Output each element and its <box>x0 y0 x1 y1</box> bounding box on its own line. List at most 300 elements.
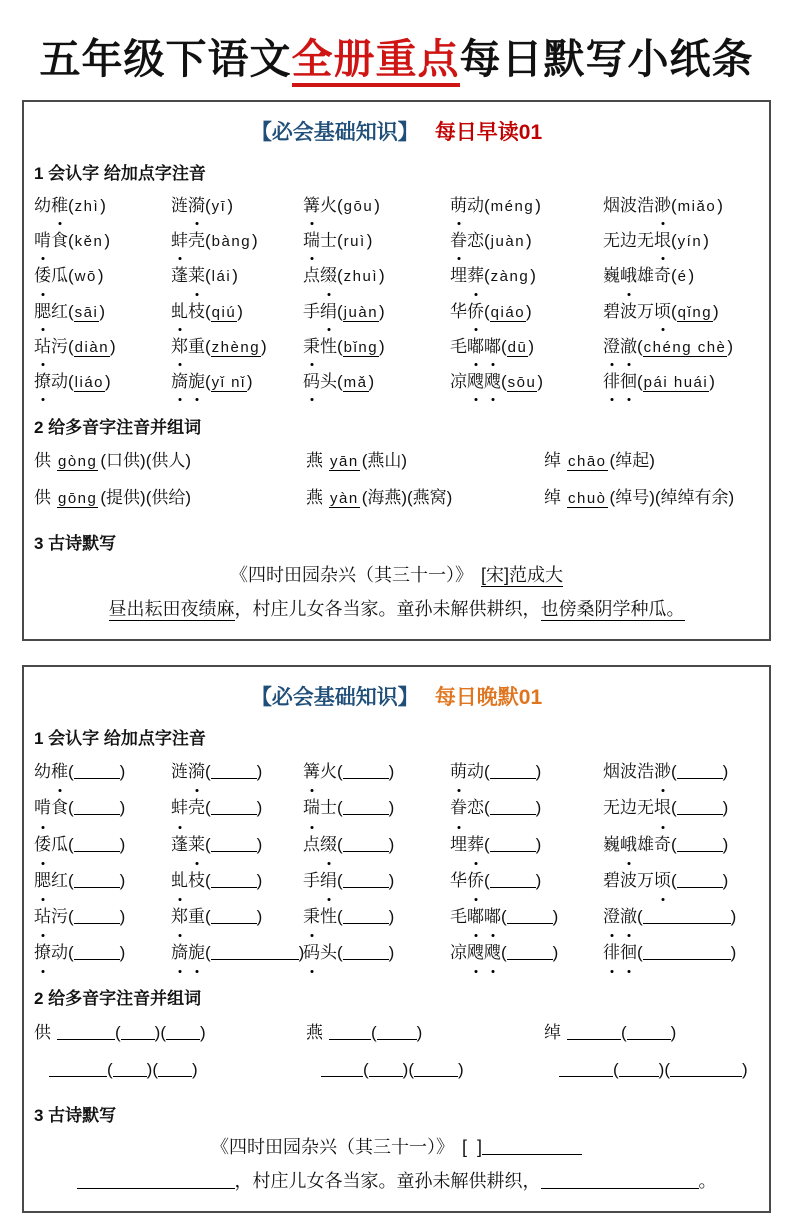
multi-row-cell: ( )( ) <box>544 1051 761 1088</box>
multi-char: 供 <box>34 487 51 507</box>
word-text <box>171 907 205 926</box>
word-item: 毛嘟嘟(dū) <box>450 330 603 365</box>
pinyin-annotation: méng <box>490 198 535 215</box>
word-char: 红 <box>51 301 68 321</box>
word-char: 萌 <box>450 754 467 790</box>
poem-verse-segment: ，村庄儿女各当家。童孙未解供耕织， <box>234 599 541 620</box>
word-char: 玷 <box>34 899 51 935</box>
poem-verse-segment: 昼出耘田夜绩麻 <box>108 599 235 620</box>
word-text <box>171 372 205 391</box>
word-char: 重 <box>188 907 205 927</box>
word-text <box>34 337 68 356</box>
word-char: 埋 <box>450 834 467 854</box>
pinyin-annotation: dū <box>507 338 528 356</box>
multi-word-blank <box>670 1063 742 1077</box>
pinyin-annotation: sāi <box>74 303 99 321</box>
pinyin-blank <box>211 838 257 852</box>
word-text <box>450 943 501 962</box>
section-header-category: 【必会基础知识】 <box>250 686 419 710</box>
pinyin-blank <box>74 910 120 924</box>
multi-word: (供人) <box>145 451 192 471</box>
poem-title-line <box>32 559 761 592</box>
word-char: 旖 <box>171 365 188 399</box>
word-item: 碧波万顷(qǐng) <box>603 295 761 330</box>
word-char: 华 <box>450 870 467 890</box>
pinyin-blank <box>490 874 536 888</box>
word-text <box>450 835 484 854</box>
pinyin-blank <box>211 946 299 960</box>
word-char: 凉 <box>450 372 467 392</box>
multi-pinyin: chuò <box>568 489 607 507</box>
pinyin-annotation: yín <box>677 233 703 251</box>
pinyin-blank <box>490 838 536 852</box>
word-item: 凉飕飕(sōu) <box>450 365 603 400</box>
word-char: 虬 <box>171 295 188 329</box>
sections-container <box>0 100 793 1213</box>
word-text <box>450 372 501 391</box>
word-text <box>34 943 68 962</box>
poem-title-text: 《四时田园杂兴（其三十一）》 <box>210 1137 454 1158</box>
word-item: 撩动(liáo) <box>34 365 171 400</box>
word-char: 嘟 <box>484 899 501 935</box>
word-text <box>171 266 205 285</box>
word-char: 腮 <box>34 295 51 329</box>
word-item: 旖旎( ) <box>171 935 303 971</box>
word-text <box>34 302 68 321</box>
multi-row-cell: ( )( ) <box>306 1051 544 1088</box>
word-text <box>603 835 671 854</box>
word-char: 澈 <box>620 899 637 935</box>
word-item: 埋葬( ) <box>450 827 603 863</box>
word-char: 旎 <box>188 365 205 399</box>
word-char: 士 <box>320 798 337 818</box>
word-text <box>303 266 337 285</box>
word-item: 旖旎(yǐ nǐ) <box>171 365 303 400</box>
word-char: 瑞 <box>303 224 320 258</box>
word-char: 稚 <box>51 754 68 790</box>
word-item: 巍峨雄奇(é) <box>603 259 761 294</box>
word-char: 动 <box>51 943 68 963</box>
pinyin-annotation: zàng <box>490 268 530 286</box>
pinyin-annotation: qǐng <box>677 303 713 321</box>
pinyin-blank <box>74 801 120 815</box>
word-char: 顷 <box>654 295 671 329</box>
word-char: 毛 <box>450 336 467 356</box>
pinyin-annotation: bǐng <box>343 338 379 356</box>
multi-word-blank <box>158 1063 192 1077</box>
word-char: 无 <box>603 231 620 251</box>
word-char: 徊 <box>620 935 637 971</box>
pinyin-annotation: juàn <box>343 303 379 321</box>
part1-label: 1 会认字 给加点字注音 <box>34 164 206 183</box>
word-char: 性 <box>320 336 337 356</box>
word-item: 手绢(juàn) <box>303 295 450 330</box>
word-text <box>34 231 68 250</box>
word-item: 郑重(zhèng) <box>171 330 303 365</box>
word-char: 嘟 <box>467 899 484 935</box>
word-char: 火 <box>320 196 337 215</box>
word-char: 头 <box>320 372 337 392</box>
word-item: 啃食( ) <box>34 790 171 826</box>
word-text <box>603 302 671 321</box>
word-item: 啃食(kěn) <box>34 224 171 259</box>
pinyin-annotation: yǐ nǐ <box>211 374 246 392</box>
word-char: 飕 <box>484 935 501 971</box>
word-item: 幼稚( ) <box>34 754 171 790</box>
word-item: 凉飕飕( ) <box>450 935 603 971</box>
worksheet-section <box>22 100 771 641</box>
word-char: 浩 <box>637 196 654 215</box>
word-text <box>450 302 484 321</box>
word-text <box>303 835 337 854</box>
multi-char: 燕 <box>306 451 323 471</box>
word-text <box>171 871 205 890</box>
word-text <box>603 943 637 962</box>
word-char: 浩 <box>637 762 654 782</box>
word-char: 奇 <box>654 266 671 286</box>
word-char: 动 <box>467 196 484 215</box>
word-char: 峨 <box>620 827 637 863</box>
word-item: 秉性(bǐng) <box>303 330 450 365</box>
word-char: 嘟 <box>467 330 484 364</box>
word-text <box>303 943 337 962</box>
word-item: 毛嘟嘟( ) <box>450 899 603 935</box>
part2-label: 2 给多音字注音并组词 <box>34 418 202 438</box>
word-text <box>171 231 205 250</box>
word-char: 枝 <box>188 870 205 890</box>
word-char: 啃 <box>34 224 51 258</box>
word-item: 倭瓜(wō) <box>34 259 171 294</box>
word-char: 澄 <box>603 330 620 364</box>
word-text <box>603 231 671 250</box>
word-char: 红 <box>51 870 68 890</box>
multi-word: (绰号) <box>609 487 655 507</box>
multi-row-cell: 燕 ( ) <box>306 1023 423 1043</box>
word-item: 玷污( ) <box>34 899 171 935</box>
word-char: 波 <box>620 301 637 321</box>
word-item: 眷恋( ) <box>450 790 603 826</box>
multi-pinyin-blank <box>321 1063 363 1077</box>
multi-word-blank <box>369 1063 403 1077</box>
pinyin-annotation: lái <box>211 268 232 286</box>
word-char: 火 <box>320 762 337 782</box>
word-char: 点 <box>303 834 320 854</box>
multi-row-cell <box>544 443 761 480</box>
section-header-category: 【必会基础知识】 <box>250 121 419 144</box>
pinyin-annotation: liáo <box>74 374 105 392</box>
word-item: 虬枝(qiú) <box>171 295 303 330</box>
word-item: 倭瓜( ) <box>34 827 171 863</box>
page-title <box>10 26 783 85</box>
word-text <box>171 196 205 215</box>
word-char: 郑 <box>171 899 188 935</box>
word-item: 虬枝( ) <box>171 863 303 899</box>
multi-pinyin: gòng <box>58 453 98 471</box>
word-char: 腮 <box>34 863 51 899</box>
word-char: 奇 <box>654 834 671 854</box>
word-char: 碧 <box>603 301 620 321</box>
word-item: 华侨(qiáo) <box>450 295 603 330</box>
multi-word-blank <box>113 1063 147 1077</box>
word-item: 码头( ) <box>303 935 450 971</box>
part1-label: 1 会认字 给加点字注音 <box>34 729 206 749</box>
word-text <box>171 337 205 356</box>
multi-word: (口供) <box>100 451 146 471</box>
pinyin-blank <box>343 765 389 779</box>
word-char: 飕 <box>484 365 501 399</box>
multi-char: 供 <box>34 451 51 471</box>
word-char: 莱 <box>188 827 205 863</box>
word-text <box>34 372 68 391</box>
worksheet-section <box>22 665 771 1213</box>
poem-verse-segment: 也傍桑阴学种瓜。 <box>540 599 685 620</box>
pinyin-annotation: yī <box>211 198 227 215</box>
pinyin-annotation: ruì <box>343 233 366 251</box>
multi-word: (绰绰有余) <box>654 487 735 507</box>
word-text <box>171 943 205 962</box>
word-char: 眷 <box>450 790 467 826</box>
word-char: 无 <box>603 798 620 818</box>
word-item: 埋葬(zàng) <box>450 259 603 294</box>
word-char: 眷 <box>450 224 467 258</box>
word-char: 无 <box>637 798 654 818</box>
poem-block <box>32 1131 761 1199</box>
word-char: 蓬 <box>171 266 188 286</box>
poem-verse-segment: ，村庄儿女各当家。童孙未解供耕织， <box>234 1171 541 1192</box>
word-item: 烟波浩渺( ) <box>603 754 761 790</box>
word-item: 腮红(sāi) <box>34 295 171 330</box>
multi-word: (提供) <box>100 487 146 507</box>
word-char: 碧 <box>603 870 620 890</box>
pinyin-annotation: diàn <box>74 338 110 356</box>
word-char: 涟 <box>171 762 188 782</box>
word-char: 雄 <box>637 266 654 286</box>
pinyin-blank <box>211 874 257 888</box>
multi-char: 燕 <box>306 487 323 507</box>
word-text <box>34 798 68 817</box>
pinyin-annotation: mǎ <box>343 374 368 392</box>
part2-label: 2 给多音字注音并组词 <box>34 989 202 1009</box>
word-text <box>303 196 337 215</box>
word-char: 秉 <box>303 330 320 364</box>
word-char: 漪 <box>188 754 205 790</box>
word-char: 徘 <box>603 935 620 971</box>
multi-word-blank <box>121 1026 155 1040</box>
word-grid <box>34 189 761 400</box>
word-text <box>34 266 68 285</box>
word-text <box>603 907 637 926</box>
poem-text-line <box>32 592 761 627</box>
pinyin-blank <box>643 910 731 924</box>
pinyin-blank <box>74 838 120 852</box>
word-text <box>603 266 671 285</box>
word-char: 蓬 <box>171 834 188 854</box>
word-char: 秉 <box>303 899 320 935</box>
word-char: 万 <box>637 301 654 321</box>
word-char: 波 <box>620 762 637 782</box>
pinyin-blank <box>677 838 723 852</box>
word-item: 蚌壳(bàng) <box>171 224 303 259</box>
word-text <box>34 196 68 215</box>
multi-pinyin-blank <box>49 1063 107 1077</box>
word-char: 波 <box>620 870 637 890</box>
word-char: 士 <box>320 231 337 251</box>
word-text <box>171 302 205 321</box>
word-char: 旖 <box>171 935 188 971</box>
multi-word-blank <box>377 1026 417 1040</box>
pinyin-blank <box>211 910 257 924</box>
word-item: 澄澈( ) <box>603 899 761 935</box>
word-item: 华侨( ) <box>450 863 603 899</box>
word-text <box>603 762 671 781</box>
word-char: 虬 <box>171 863 188 899</box>
word-text <box>603 337 637 356</box>
word-item: 萌动( ) <box>450 754 603 790</box>
poem-title-text: 《四时田园杂兴（其三十一）》 <box>229 565 473 586</box>
pinyin-blank <box>643 946 731 960</box>
word-text <box>450 231 484 250</box>
word-char: 撩 <box>34 935 51 971</box>
word-text <box>303 372 337 391</box>
word-text <box>603 871 671 890</box>
multi-pinyin-blank <box>329 1026 371 1040</box>
pinyin-blank <box>490 801 536 815</box>
word-char: 绢 <box>320 295 337 329</box>
pinyin-annotation: pái huái <box>643 374 709 392</box>
word-char: 垠 <box>654 224 671 258</box>
word-char: 漪 <box>188 189 205 223</box>
pinyin-blank <box>677 801 723 815</box>
poem-title-line <box>32 1131 761 1164</box>
word-text <box>450 871 484 890</box>
part3-label: 3 古诗默写 <box>34 534 117 554</box>
pinyin-blank <box>507 910 553 924</box>
pinyin-blank <box>343 801 389 815</box>
poem-block <box>32 559 761 627</box>
word-char: 波 <box>620 196 637 215</box>
poem-verse-blank <box>77 1175 235 1189</box>
word-char: 重 <box>188 336 205 356</box>
word-char: 稚 <box>51 189 68 223</box>
word-char: 缀 <box>320 259 337 293</box>
word-item: 蓬莱(lái) <box>171 259 303 294</box>
pinyin-blank <box>343 910 389 924</box>
pinyin-annotation: qiáo <box>490 303 526 321</box>
word-char: 巍 <box>603 834 620 854</box>
multi-pinyin: gōng <box>58 489 98 507</box>
word-text <box>303 871 337 890</box>
word-text <box>303 762 337 781</box>
multi-pinyin: yàn <box>330 489 359 507</box>
word-char: 蚌 <box>171 224 188 258</box>
word-item: 萌动(méng) <box>450 189 603 224</box>
word-item: 涟漪( ) <box>171 754 303 790</box>
multi-word-blank <box>414 1063 458 1077</box>
word-item: 徘徊(pái huái) <box>603 365 761 400</box>
word-char: 蚌 <box>171 790 188 826</box>
multi-row-cell: 供 ( )( ) <box>34 1023 206 1043</box>
word-item: 手绢( ) <box>303 863 450 899</box>
pinyin-annotation: juàn <box>490 233 526 251</box>
word-char: 手 <box>303 301 320 321</box>
multi-row-cell <box>306 443 544 480</box>
word-char: 玷 <box>34 330 51 364</box>
word-char: 幼 <box>34 762 51 782</box>
word-char: 侨 <box>467 295 484 329</box>
word-char: 码 <box>303 935 320 971</box>
multi-pinyin-blank <box>57 1026 115 1040</box>
word-item: 点缀(zhuì) <box>303 259 450 294</box>
word-item: 涟漪(yī) <box>171 189 303 224</box>
word-char: 莱 <box>188 259 205 293</box>
word-char: 篝 <box>303 189 320 223</box>
word-char: 飕 <box>467 935 484 971</box>
word-item: 眷恋(juàn) <box>450 224 603 259</box>
word-char: 万 <box>637 870 654 890</box>
multi-char: 燕 <box>306 1023 323 1043</box>
section-header <box>32 116 761 146</box>
multi-word: (绰起) <box>609 451 655 471</box>
pinyin-annotation: wō <box>74 268 97 286</box>
word-char: 飕 <box>467 365 484 399</box>
word-char: 埋 <box>450 266 467 286</box>
section-header-title: 每日早读01 <box>434 121 543 144</box>
word-item: 篝火(gōu) <box>303 189 450 224</box>
word-item: 澄澈(chéng chè) <box>603 330 761 365</box>
word-char: 烟 <box>603 762 620 782</box>
multi-sound-grid <box>34 1014 761 1088</box>
word-char: 渺 <box>654 189 671 223</box>
word-item: 篝火( ) <box>303 754 450 790</box>
part3-label: 3 古诗默写 <box>34 1106 117 1126</box>
word-text <box>171 762 205 781</box>
poem-author-blank <box>482 1141 582 1155</box>
page-title-highlight: 全册重点 <box>292 36 460 87</box>
word-char: 缀 <box>320 827 337 863</box>
word-item: 碧波万顷( ) <box>603 863 761 899</box>
pinyin-blank <box>74 765 120 779</box>
multi-word-blank <box>619 1063 659 1077</box>
poem-author-group: [宋]范成大 <box>480 565 563 586</box>
word-item: 郑重( ) <box>171 899 303 935</box>
pinyin-blank <box>343 874 389 888</box>
multi-char: 供 <box>34 1023 51 1043</box>
word-text <box>450 907 501 926</box>
word-item: 幼稚(zhì) <box>34 189 171 224</box>
pinyin-blank <box>211 765 257 779</box>
word-text <box>303 798 337 817</box>
word-char: 渺 <box>654 754 671 790</box>
word-item: 秉性( ) <box>303 899 450 935</box>
multi-char: 绰 <box>544 487 561 507</box>
word-char: 无 <box>637 231 654 251</box>
pinyin-annotation: bàng <box>211 233 252 251</box>
word-char: 恋 <box>467 798 484 818</box>
word-text <box>303 907 337 926</box>
page-title-post: 每日默写小纸条 <box>459 36 754 82</box>
word-char: 徘 <box>603 365 620 399</box>
word-char: 瑞 <box>303 790 320 826</box>
word-item: 无边无垠(yín) <box>603 224 761 259</box>
word-text <box>303 337 337 356</box>
word-item: 烟波浩渺(miǎo) <box>603 189 761 224</box>
word-item: 蚌壳( ) <box>171 790 303 826</box>
word-char: 涟 <box>171 196 188 215</box>
word-char: 雄 <box>637 834 654 854</box>
word-char: 侨 <box>467 863 484 899</box>
pinyin-blank <box>677 874 723 888</box>
pinyin-annotation: sōu <box>507 374 537 392</box>
